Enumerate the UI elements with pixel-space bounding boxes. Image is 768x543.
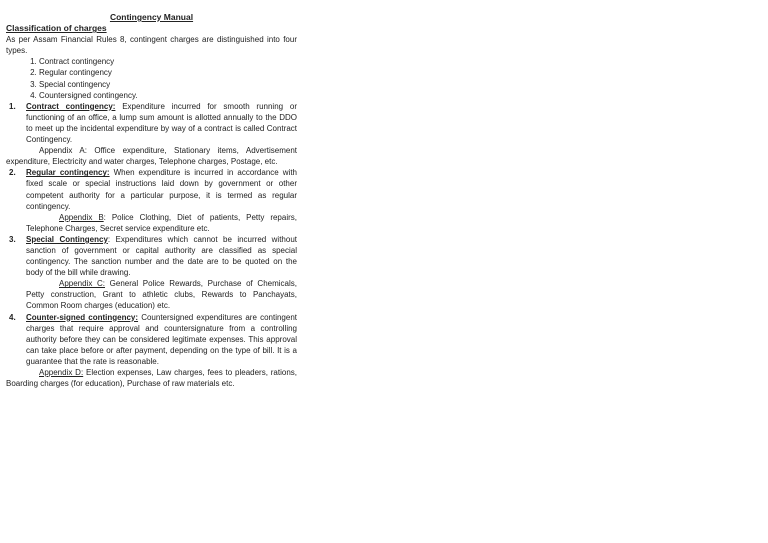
section-regular-contingency — [6, 167, 297, 211]
section-number: 1. — [9, 101, 16, 111]
section-heading: Contract contingency: — [26, 101, 116, 111]
section-text: When expenditure is incurred in accordance with fixed scale or special instructions laid down by government or other competent authority for a particular purpose, it is termed as regular contingency. — [26, 168, 297, 211]
section-body — [26, 167, 297, 211]
section-number: 2. — [9, 168, 16, 178]
section-heading: Counter-signed contingency: — [26, 312, 139, 322]
list-item: 2. Regular contingency — [39, 67, 297, 78]
section-text: Countersigned expenditures are contingent charges that require approval and countersignature from a controlling authority before they can be considered legitimate expenses. This approval can take place before or after payment, depending on the type of bill. It is a guarantee that the rate is reasonable. — [26, 312, 297, 366]
section-body — [26, 234, 297, 278]
section-number: 4. — [9, 312, 16, 322]
types-list — [6, 56, 297, 100]
section-heading: Special Contingency — [26, 234, 108, 244]
appendix-text: General Police Rewards, Purchase of Chemicals, Petty construction, Grant to athletic clubs, Rewards to Panchayats, Common Room charges (education) etc. — [26, 279, 297, 311]
appendix-text: Office expenditure, Stationary items, Advertisement expenditure, Electricity and water charges, Telephone charges, Postage, etc. — [6, 146, 297, 167]
classification-heading: Classification of charges — [6, 23, 107, 34]
appendix-label: Appendix C: — [59, 279, 106, 289]
list-item: 1. Contract contingency — [39, 56, 297, 67]
section-text: Expenditure incurred for smooth running or functioning of an office, a lump sum amount is allotted annually to the DDO to meet up the incidental expenditure by way of a contract is called Contract Contingency. — [26, 101, 297, 145]
section-body — [26, 312, 297, 367]
appendix-label: Appendix D: — [39, 368, 84, 377]
section-heading: Regular contingency: — [26, 168, 110, 178]
list-item: 3. Special contingency — [39, 79, 297, 90]
section-special-contingency — [6, 234, 297, 278]
appendix-d-paragraph — [6, 367, 297, 389]
appendix-b-paragraph — [6, 212, 297, 234]
appendix-text: Election expenses, Law charges, fees to pleaders, rations, Boarding charges (for education), Purchase of raw materials etc. — [6, 368, 297, 389]
appendix-c-paragraph — [6, 278, 297, 311]
document-page — [6, 12, 297, 389]
section-number: 3. — [9, 234, 16, 244]
page-title: Contingency Manual — [109, 12, 194, 22]
section-body — [26, 101, 297, 145]
appendix-text: : Police Clothing, Diet of patients, Petty repairs, Telephone Charges, Secret service expenditure etc. — [26, 212, 297, 233]
appendix-label: Appendix A: — [39, 146, 87, 156]
appendix-a-paragraph — [6, 145, 297, 167]
intro-paragraph: As per Assam Financial Rules 8, contingent charges are distinguished into four types. — [6, 35, 297, 56]
section-text: : Expenditures which cannot be incurred without sanction of government or capital authority are classified as special contingency. The sanction number and the date are to be quoted on the body of the bill while drawing. — [26, 234, 297, 278]
list-item: 4. Countersigned contingency. — [39, 90, 297, 101]
appendix-label: Appendix B — [59, 212, 104, 222]
section-contract-contingency — [6, 101, 297, 145]
section-countersigned-contingency — [6, 312, 297, 367]
